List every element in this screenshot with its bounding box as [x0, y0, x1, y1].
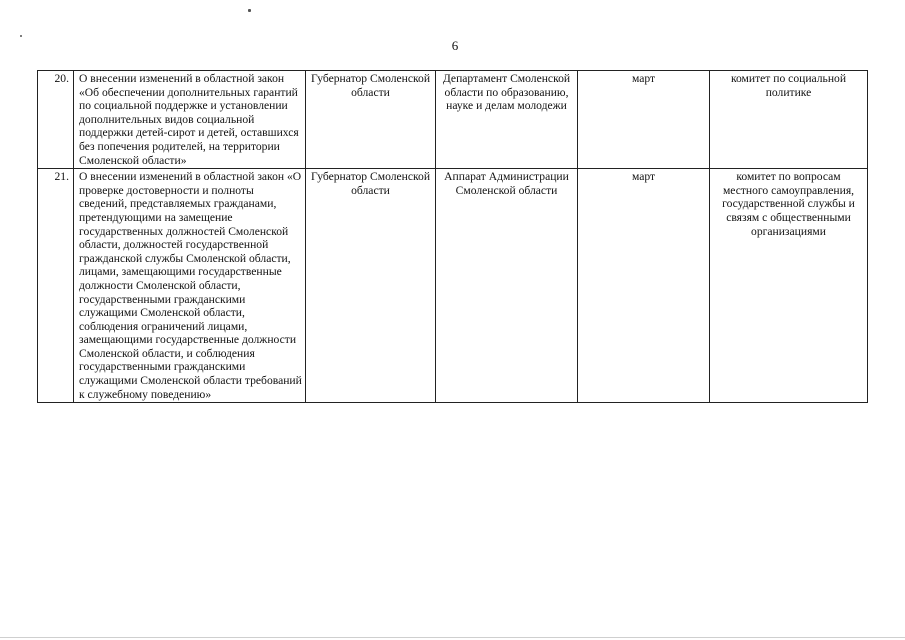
row-number: 20. — [38, 71, 74, 169]
bill-title: О внесении изменений в областной закон «Об обеспечении дополнительных гарантий по социальной поддержке и установлении дополнительных видов социальной поддержки детей-сирот и детей, оставшихся без попечения родителей, на территории Смоленской области» — [74, 71, 306, 169]
scan-speck — [20, 35, 22, 37]
deadline: март — [578, 71, 710, 169]
initiator: Губернатор Смоленской области — [306, 71, 436, 169]
committee: комитет по социальной политике — [710, 71, 868, 169]
initiator: Губернатор Смоленской области — [306, 169, 436, 403]
deadline: март — [578, 169, 710, 403]
responsible-body: Аппарат Администрации Смоленской области — [436, 169, 578, 403]
scan-speck — [248, 9, 251, 12]
page-number: 6 — [451, 38, 459, 53]
responsible-body: Департамент Смоленской области по образованию, науке и делам молодежи — [436, 71, 578, 169]
bill-title: О внесении изменений в областной закон «О проверке достоверности и полноты сведений, представляемых гражданами, претендующими на замещение государственных должностей Смоленской области, должностей государственной гражданской службы Смоленской области, лицами, замещающими государственные должности Смоленской области, государственными гражданскими служащими Смоленской области, соблюдения ограничений лицами, замещающими государственные должности Смоленской области, и соблюдения государственными гражданскими служащими Смоленской области требований к служебному поведению» — [74, 169, 306, 403]
scan-edge-line — [0, 637, 905, 638]
table-row — [38, 169, 868, 403]
table-row — [38, 71, 868, 169]
committee: комитет по вопросам местного самоуправления, государственной службы и связям с общественными организациями — [710, 169, 868, 403]
legislative-plan-table — [37, 70, 868, 403]
row-number: 21. — [38, 169, 74, 403]
